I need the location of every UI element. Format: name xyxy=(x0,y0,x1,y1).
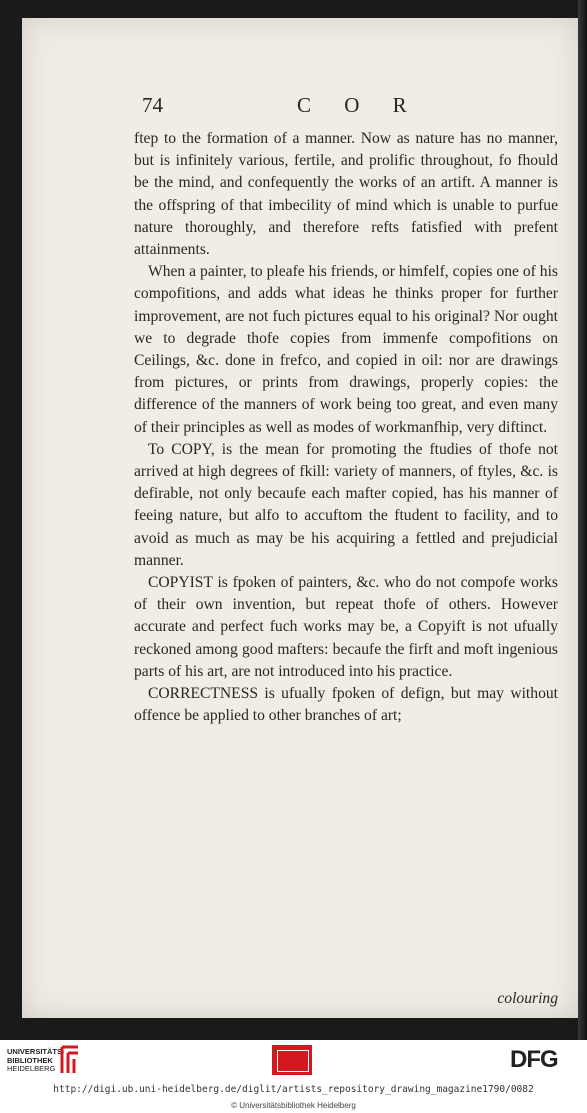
paragraph: COPYIST is fpoken of painters, &c. who do not compofe works of their own invention, but repeat thofe of others. However accurate and perfect fuch works may be, a Copyift is not ufually reckoned among good mafters: becaufe the firft and moft ingenious parts of his art, are not introduced into his practice. xyxy=(134,574,558,680)
catchword: colouring xyxy=(497,990,558,1007)
paragraph: When a painter, to pleafe his friends, or himfelf, copies one of his compofitions, and adds what ideas he thinks proper for further improvement, are not fuch pictures equal to his original? Nor ought we to degrade thofe copies from immenfe compofitions on Ceilings, &c. done in frefco, and copied in oil: nor are drawings from pictures, or prints from drawings, properly copies: the difference of the manners of work being too great, and even many of their principles as well as modes of workmanfhip, very diftinct. xyxy=(134,263,558,436)
library-logo-text[interactable] xyxy=(7,1048,65,1074)
running-head: C O R xyxy=(297,93,421,117)
paragraph: To COPY, is the mean for promoting the ftudies of thofe not arrived at high degrees of fkill: variety of manners, of ftyles, &c. is defirable, not only becaufe each mafter copied, has his manner of feeing nature, but alfo to accuftom the ftudent to facility, and to avoid as much as may be his acquiring a fettled and prejudicial manner. xyxy=(134,440,558,569)
footer xyxy=(0,1040,587,1113)
library-emblem-icon xyxy=(58,1045,82,1075)
library-name-line: HEIDELBERG xyxy=(7,1064,56,1073)
copyright-notice: © Universitätsbibliothek Heidelberg xyxy=(231,1101,356,1110)
paragraph: CORRECTNESS is ufually fpoken of defign, but may without offence be applied to other branches of art; xyxy=(134,685,558,725)
permalink-url[interactable]: http://digi.ub.uni-heidelberg.de/diglit/artists_repository_drawing_magazine1790/0082 xyxy=(53,1084,534,1095)
digitization-emblem-icon[interactable] xyxy=(272,1045,312,1075)
page-header xyxy=(142,93,562,123)
page-number: 74 xyxy=(142,93,163,117)
paragraph: ftep to the formation of a manner. Now as nature has no manner, but is infinitely various, fertile, and prolific throughout, fo fhould be the mind, and confequently the works of an artift. A manner is the offspring of that imbecility of mind which is unable to purfue nature thoroughly, and therefore refts fatisfied with prefent attainments. xyxy=(134,130,558,259)
dfg-logo[interactable]: DFG xyxy=(510,1046,558,1073)
book-edge xyxy=(578,0,587,1040)
text-block xyxy=(134,128,558,1007)
library-name-line: UNIVERSITÄTS- xyxy=(7,1047,65,1056)
library-name-line: BIBLIOTHEK xyxy=(7,1055,53,1065)
